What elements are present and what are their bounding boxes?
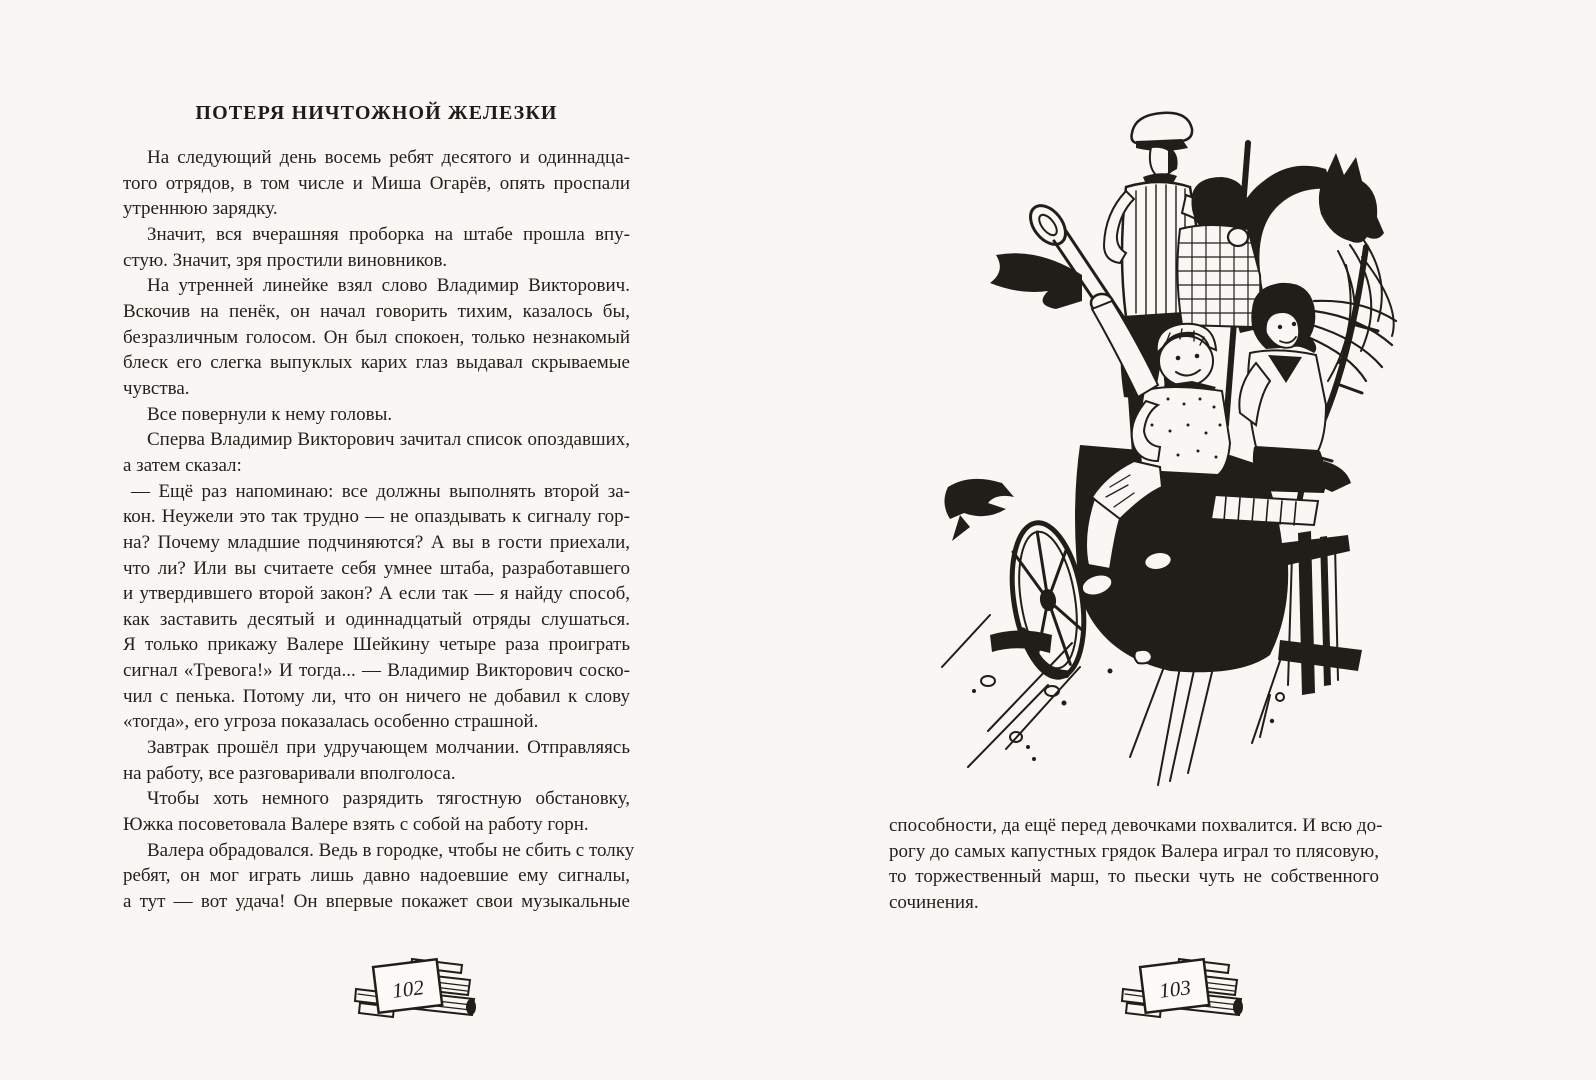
text-line: «тогда», его угроза показалась особенно страшной. [123,711,539,733]
text-line: утреннюю зарядку. [123,198,278,220]
text-line: сигнал «Тревога!» И тогда... — Владимир Викторович соско- [123,660,630,682]
text-line: того отрядов, в том числе и Миша Огарёв, опять проспали [123,172,630,194]
text-line: Все повернули к нему головы. [147,403,393,425]
text-line: На утренней линейке взял слово Владимир Викторович. [147,275,630,297]
text-line: — Ещё раз напоминаю: все должны выполнять второй за- [131,480,630,502]
text-line: Южка посоветовала Валере взять с собой на работу горн. [123,814,589,836]
dark-haired-girl [1239,283,1396,493]
cloth-flap [944,479,1014,541]
left-page [123,100,635,915]
text-line: на работу, все разговаривали вполголоса. [123,762,456,784]
text-line: что ли? Или вы считаете себя умнее штаба, разработавшего [123,557,630,579]
text-line: чил с пенька. Потому ли, что он ничего не добавил к слову [123,685,630,707]
text-line: и утвердившего второй закон? А если так — я найду способ, [123,583,630,605]
text-line: а затем сказал: [123,454,242,476]
text-line: безразличным голосом. Он был спокоен, только незнакомый [123,326,630,348]
right-page-text [889,813,1383,916]
horse-cart-children-illustration [930,95,1450,795]
page-number-ornament-left [350,953,480,1025]
text-line: а тут — вот удача! Он впервые покажет свои музыкальные [123,891,630,913]
text-line: Сперва Владимир Викторович зачитал список опоздавших, [147,429,630,451]
text-line: ребят, он мог играть лишь давно надоевшие ему сигналы, [123,865,630,887]
left-page-text [123,145,635,915]
page-number-label [373,959,442,1012]
text-line: то торжественный марш, то пьески чуть не собственного [889,866,1379,888]
text-line: способности, да ещё перед девочками похвалится. И всю до- [889,815,1383,836]
text-line: Вскочив на пенёк, он начал говорить тихим, казалось бы, [123,300,630,322]
text-line: кон. Неужели это так трудно — не опаздывать к сигналу гор- [123,506,630,528]
text-line: Значит, вся вчерашняя проборка на штабе прошла впу- [147,223,630,245]
text-line: на? Почему младшие подчиняются? А вы в гости приехали, [123,531,630,553]
text-line: блеск его слегка выпуклых карих глаз выдавал скрываемые [123,352,630,374]
text-line: Завтрак прошёл при удручающем молчании. Отправляясь [147,737,630,759]
text-line: сочинения. [889,891,979,913]
page-number-label [1140,959,1209,1012]
text-line: Валера обрадовался. Ведь в городке, чтобы не сбить с толку [147,839,635,861]
text-line: Чтобы хоть немного разрядить тягостную обстановку, [147,788,630,810]
text-line: стую. Значит, зря простили виновников. [123,249,448,271]
text-line: чувства. [123,377,190,399]
text-line: как заставить десятый и одиннадцатый отряды слушаться. [123,608,630,630]
page-number-ornament-right [1117,953,1247,1025]
text-line: рогу до самых капустных грядок Валера играл то плясовую, [889,840,1379,862]
page-number: 102 [390,975,426,1003]
chapter-title: ПОТЕРЯ НИЧТОЖНОЙ ЖЕЛЕЗКИ [195,102,558,124]
text-line: Я только прикажу Валере Шейкину четыре раза проиграть [123,634,630,656]
text-line: На следующий день восемь ребят десятого и одиннадца- [147,147,630,168]
page-number: 103 [1157,975,1193,1003]
